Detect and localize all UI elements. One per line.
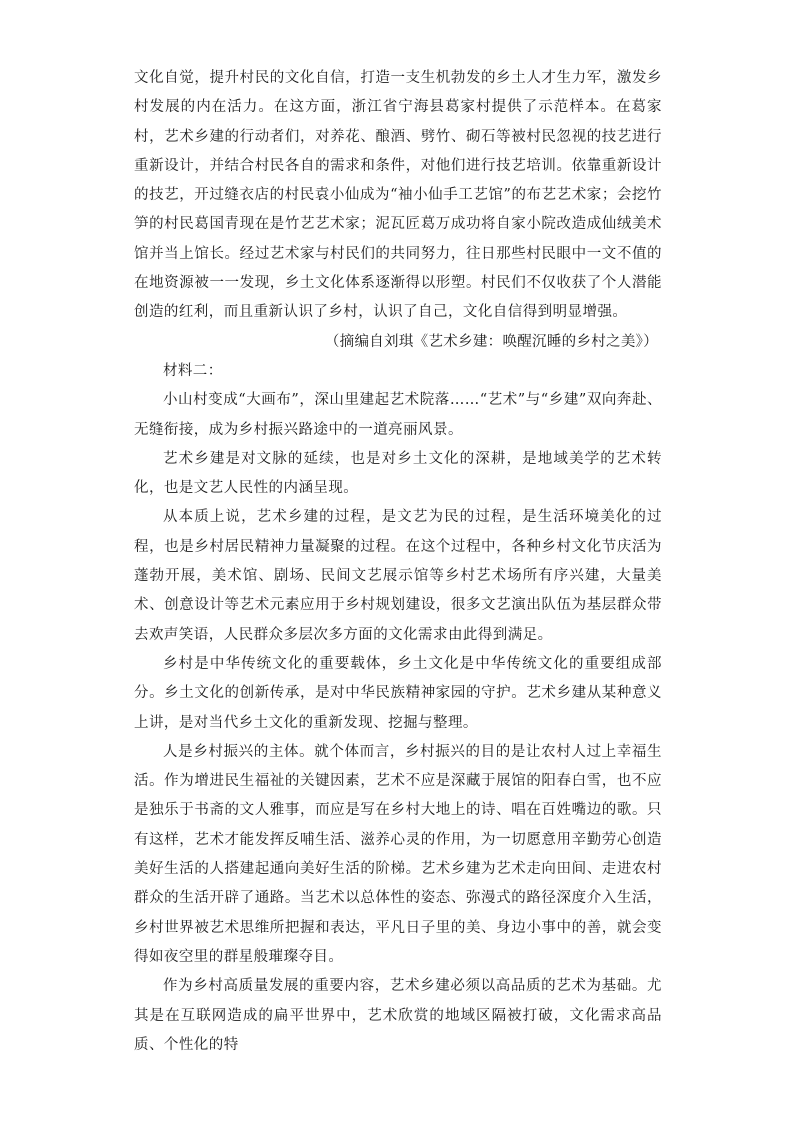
source-citation: （摘编自刘琪《艺术乡建：唤醒沉睡的乡村之美》） [324,333,658,350]
body-paragraph: 艺术乡建是对文脉的延续，也是对乡土文化的深耕，是地域美学的艺术转化，也是文艺人民性的内涵呈现。 [134,450,662,497]
intro-paragraph: 文化自觉，提升村民的文化自信，打造一支生机勃发的乡土人才生力军，激发乡村发展的内在活力。在这方面，浙江省宁海县葛家村提供了示范样本。在葛家村，艺术乡建的行动者们，对养花、酿酒、劈竹、砌石等被村民忽视的技艺进行重新设计，并结合村民各自的需求和条件，对他们进行技艺培训。依靠重新设计的技艺，开过缝衣店的村民袁小仙成为“袖小仙手工艺馆”的布艺艺术家；会挖竹笋的村民葛国青现在是竹艺艺术家；泥瓦匠葛万成功将自家小院改造成仙绒美术馆并当上馆长。经过艺术家与村民们的共同努力，往日那些村民眼中一文不值的在地资源被一一发现，乡土文化体系逐渐得以形塑。村民们不仅收获了个人潜能创造的红利，而且重新认识了乡村，认识了自己，文化自信得到明显增强。 [134,70,662,321]
page-content [134,64,662,1060]
body-paragraph: 作为乡村高质量发展的重要内容，艺术乡建必须以高品质的艺术为基础。尤其是在互联网造成的扁平世界中，艺术欣赏的地域区隔被打破，文化需求高品质、个性化的特 [134,978,662,1053]
material-two-heading: 材料二： [163,362,223,379]
body-paragraph: 乡村是中华传统文化的重要载体，乡土文化是中华传统文化的重要组成部分。乡土文化的创新传承，是对中华民族精神家园的守护。艺术乡建从某种意义上讲，是对当代乡土文化的重新发现、挖掘与整理。 [134,655,662,731]
body-paragraph: 从本质上说，艺术乡建的过程，是文艺为民的过程，是生活环境美化的过程，也是乡村居民精神力量凝聚的过程。在这个过程中，各种乡村文化节庆活为蓬勃开展，美术馆、剧场、民间文艺展示馆等乡村艺术场所有序兴建，大量美术、创意设计等艺术元素应用于乡村规划建设，很多文艺演出队伍为基层群众带去欢声笑语，人民群众多层次多方面的文化需求由此得到满足。 [134,509,662,643]
body-paragraph: 小山村变成“大画布”，深山里建起艺术院落……“艺术”与“乡建”双向奔赴、无缝衔接，成为乡村振兴路途中的一道亮丽风景。 [134,392,662,438]
body-paragraph: 人是乡村振兴的主体。就个体而言，乡村振兴的目的是让农村人过上幸福生活。作为增进民生福祉的关键因素，艺术不应是深藏于展馆的阳春白雪，也不应是独乐于书斋的文人雅事，而应是写在乡村大地上的诗、唱在百姓嘴边的歌。只有这样，艺术才能发挥反哺生活、滋养心灵的作用，为一切愿意用辛勤劳心创造美好生活的人搭建起通向美好生活的阶梯。艺术乡建为艺术走向田间、走进农村群众的生活开辟了通路。当艺术以总体性的姿态、弥漫式的路径深度介入生活，乡村世界被艺术思维所把握和表达，平凡日子里的美、身边小事中的善，就会变得如夜空里的群星般璀璨夺目。 [134,743,662,965]
